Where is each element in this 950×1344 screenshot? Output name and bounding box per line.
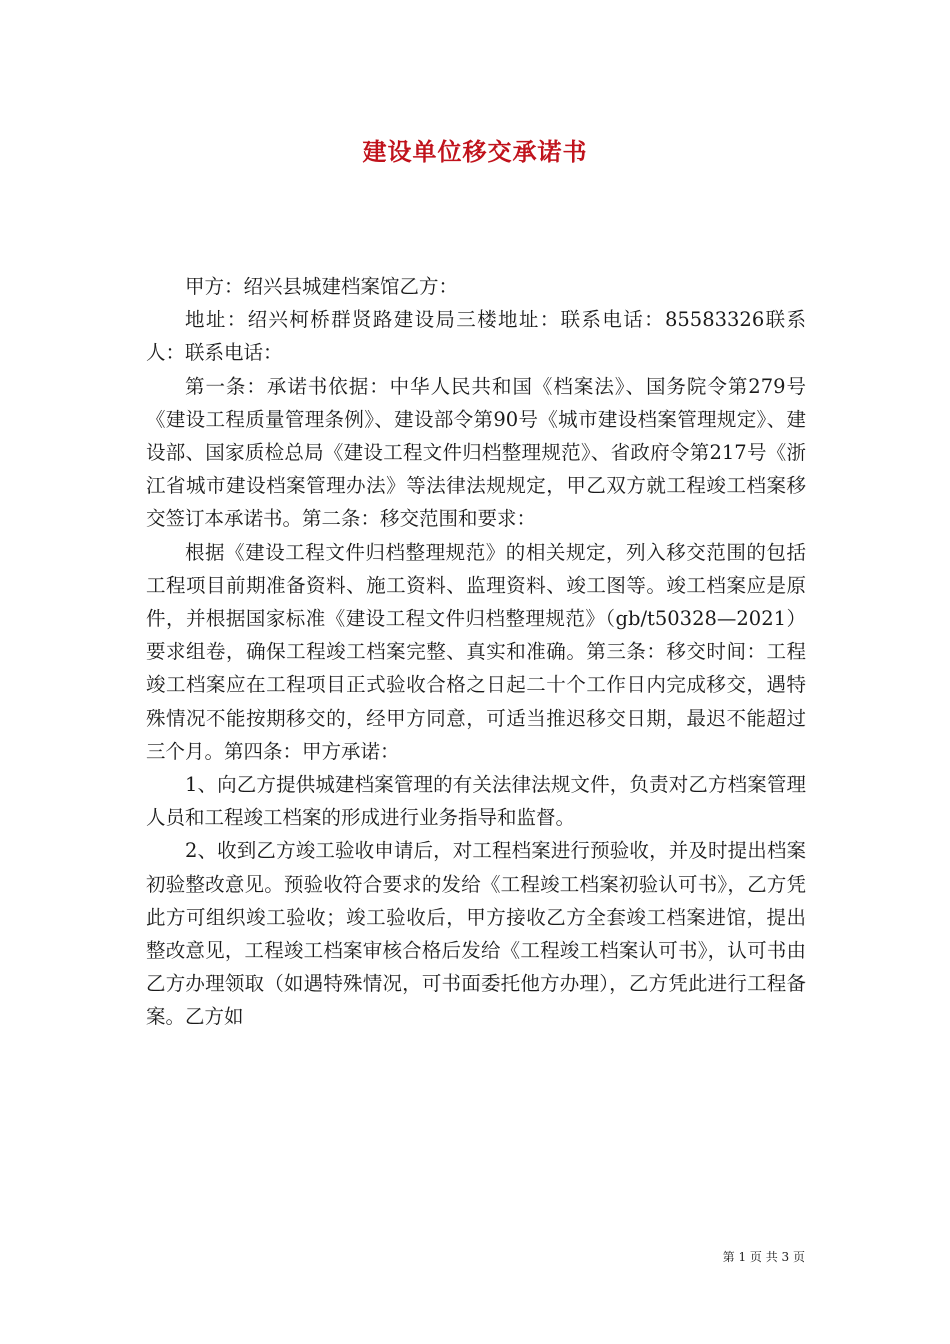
paragraph-item-1: 1、向乙方提供城建档案管理的有关法律法规文件，负责对乙方档案管理人员和工程竣工档案的形成进行业务指导和监督。 [146, 773, 806, 830]
document-body [146, 270, 806, 1034]
page-number: 第 1 页 共 3 页 [722, 1250, 805, 1264]
paragraph-scope: 根据《建设工程文件归档整理规范》的相关规定，列入移交范围的包括工程项目前期准备资料、施工资料、监理资料、竣工图等。竣工档案应是原件，并根据国家标准《建设工程文件归档整理规范》（gb/t50328—2021）要求组卷，确保工程竣工档案完整、真实和准确。第三条：移交时间：工程竣工档案应在工程项目正式验收合格之日起二十个工作日内完成移交，遇特殊情况不能按期移交的，经甲方同意，可适当推迟移交日期，最迟不能超过三个月。第四条：甲方承诺： [146, 540, 806, 763]
paragraph-parties: 甲方：绍兴县城建档案馆乙方： [185, 275, 459, 298]
paragraph-address: 地址：绍兴柯桥群贤路建设局三楼地址：联系电话：85583326联系人：联系电话： [146, 308, 806, 365]
paragraph-article-1: 第一条：承诺书依据：中华人民共和国《档案法》、国务院令第279号《建设工程质量管理条例》、建设部令第90号《城市建设档案管理规定》、建设部、国家质检总局《建设工程文件归档整理规范》、省政府令第217号《浙江省城市建设档案管理办法》等法律法规规定，甲乙双方就工程竣工档案移交签订本承诺书。第二条：移交范围和要求： [146, 374, 806, 531]
document-title: 建设单位移交承诺书 [362, 137, 588, 166]
paragraph-item-2: 2、收到乙方竣工验收申请后，对工程档案进行预验收，并及时提出档案初验整改意见。预验收符合要求的发给《工程竣工档案初验认可书》，乙方凭此方可组织竣工验收；竣工验收后，甲方接收乙方全套竣工档案进馆，提出整改意见，工程竣工档案审核合格后发给《工程竣工档案认可书》，认可书由乙方办理领取（如遇特殊情况，可书面委托他方办理），乙方凭此进行工程备案。乙方如 [146, 839, 806, 1029]
